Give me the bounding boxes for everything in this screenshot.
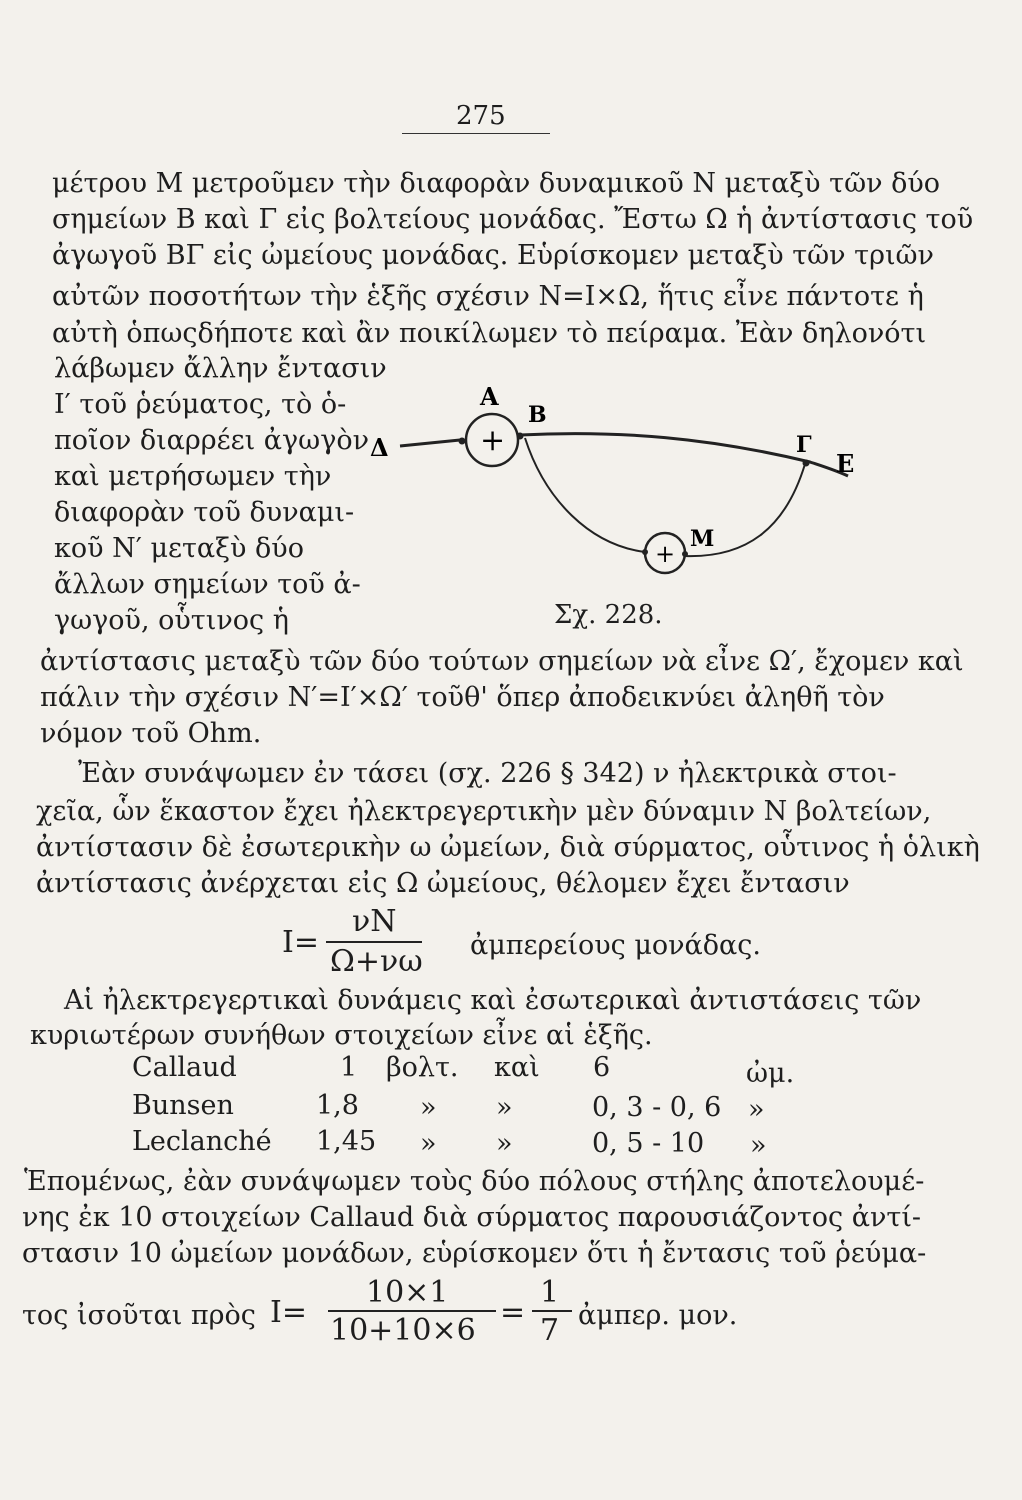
text-line: ἀντίστασιν δὲ ἐσωτερικὴν ω ὠμείων, διὰ σύρματος, οὗτινος ἡ ὁλικὴ [36, 832, 980, 863]
formula1-unit: ἀμπερείους μονάδας. [470, 930, 761, 961]
formula2-numerator1: 10×1 [366, 1275, 449, 1310]
table-cell: » [420, 1128, 437, 1159]
formula2-fraction-bar2 [532, 1310, 572, 1312]
text-line: Ἑπομένως, ἐὰν συνάψωμεν τοὺς δύο πόλους στήλης ἀποτελουμέ- [24, 1166, 925, 1197]
formula1-fraction-bar [326, 941, 422, 943]
text-line: νης ἐκ 10 στοιχείων Callaud διὰ σύρματος παρουσιάζοντος ἀντί- [22, 1202, 922, 1233]
formula1-denominator: Ω+νω [330, 944, 423, 979]
table-cell: » [496, 1092, 513, 1123]
text-line: ἀντίστασις μεταξὺ τῶν δύο τούτων σημείων νὰ εἶνε Ω′, ἔχομεν καὶ [40, 646, 964, 677]
text-line: σημείων Β καὶ Γ εἰς βολτείους μονάδας. Ἔστω Ω ἡ ἀντίστασις τοῦ [52, 204, 974, 235]
text-line: πάλιν τὴν σχέσιν Ν′=Ι′×Ω′ τοῦθ' ὅπερ ἀποδεικνύει ἀληθῆ τὸν [40, 682, 885, 713]
text-line: λάβωμεν ἄλλην ἔντασιν [54, 353, 387, 384]
table-cell: Leclanché [132, 1126, 272, 1157]
header-rule [402, 133, 550, 134]
text-line: μέτρου Μ μετροῦμεν τὴν διαφορὰν δυναμικοῦ Ν μεταξὺ τῶν δύο [52, 168, 941, 199]
table-cell: καὶ [494, 1052, 540, 1083]
text-line: διαφορὰν τοῦ δυναμι- [54, 497, 355, 528]
table-cell: 6 [593, 1052, 611, 1083]
circuit-diagram [360, 380, 880, 610]
text-line: αὐτῶν ποσοτήτων τὴν ἑξῆς σχέσιν Ν=Ι×Ω, ἥτις εἶνε πάντοτε ἡ [52, 281, 924, 312]
table-cell: 0, 3 - 0, 6 [592, 1092, 722, 1123]
table-cell: βολτ. [386, 1052, 459, 1083]
figure-caption: Σχ. 228. [554, 600, 663, 630]
formula2-fraction-bar1 [328, 1310, 496, 1312]
table-cell: 0, 5 - 10 [592, 1128, 705, 1159]
text-line: Αἱ ἠλεκτρεγερτικαὶ δυνάμεις καὶ ἐσωτερικαὶ ἀντιστάσεις τῶν [64, 985, 922, 1016]
text-line: κυριωτέρων συνήθων στοιχείων εἶνε αἱ ἑξῆς. [30, 1020, 653, 1051]
table-cell: » [496, 1128, 513, 1159]
formula2-denominator2: 7 [540, 1313, 560, 1348]
label-b: Β [528, 402, 547, 428]
formula2-denominator1: 10+10×6 [330, 1313, 476, 1348]
table-cell: » [420, 1092, 437, 1123]
label-m: Μ [690, 526, 715, 552]
text-line: γωγοῦ, οὗτινος ἡ [54, 605, 289, 636]
text-line: ἀντίστασις ἀνέρχεται εἰς Ω ὠμείους, θέλομεν ἔχει ἔντασιν [36, 868, 850, 899]
table-cell: 1,45 [316, 1126, 377, 1157]
text-line: κοῦ Ν′ μεταξὺ δύο [54, 533, 304, 564]
formula2-lhs: Ι= [270, 1295, 307, 1330]
text-line: ἄλλων σημείων τοῦ ἀ- [54, 569, 361, 600]
formula1-numerator: νΝ [352, 904, 397, 939]
text-line: ποῖον διαρρέει ἀγωγὸν [54, 425, 369, 456]
page-number: 275 [456, 101, 506, 131]
text-line: ἀγωγοῦ ΒΓ εἰς ὠμείους μονάδας. Εὑρίσκομεν μεταξὺ τῶν τριῶν [52, 240, 934, 271]
text-line: καὶ μετρήσωμεν τὴν [54, 461, 332, 492]
plus-symbol-a: + [480, 423, 506, 458]
label-d: Δ [370, 433, 389, 462]
table-cell: Callaud [132, 1052, 237, 1083]
text-line: στασιν 10 ὠμείων μονάδων, εὑρίσκομεν ὅτι ἡ ἔντασις τοῦ ῥεύμα- [22, 1238, 927, 1269]
table-cell: 1 [340, 1052, 358, 1083]
plus-symbol-m: + [655, 540, 676, 568]
label-a: Α [480, 382, 499, 411]
table-cell: » [748, 1094, 765, 1125]
label-e: Ε [836, 449, 855, 478]
text-line: Ἐὰν συνάψωμεν ἐν τάσει (σχ. 226 § 342) ν ἠλεκτρικὰ στοι- [78, 758, 897, 789]
table-cell: Bunsen [132, 1090, 234, 1121]
formula2-prefix: τος ἰσοῦται πρὸς [22, 1300, 256, 1331]
text-line: αὐτὴ ὁπωςδήποτε καὶ ἂν ποικίλωμεν τὸ πείραμα. Ἐὰν δηλονότι [52, 318, 927, 349]
formula1-lhs: Ι= [282, 925, 319, 960]
label-g: Γ [796, 432, 812, 458]
text-line: Ι′ τοῦ ῥεύματος, τὸ ὁ- [54, 389, 347, 420]
formula2-numerator2: 1 [540, 1275, 560, 1310]
formula2-equals: = [500, 1295, 526, 1330]
text-line: νόμον τοῦ Ohm. [40, 718, 262, 749]
table-cell: ὠμ. [746, 1058, 795, 1089]
text-line: χεῖα, ὧν ἕκαστον ἔχει ἠλεκτρεγερτικὴν μὲν δύναμιν Ν βολτείων, [36, 796, 932, 827]
formula2-unit: ἀμπερ. μον. [578, 1300, 738, 1331]
table-cell: » [750, 1130, 767, 1161]
table-cell: 1,8 [316, 1090, 359, 1121]
